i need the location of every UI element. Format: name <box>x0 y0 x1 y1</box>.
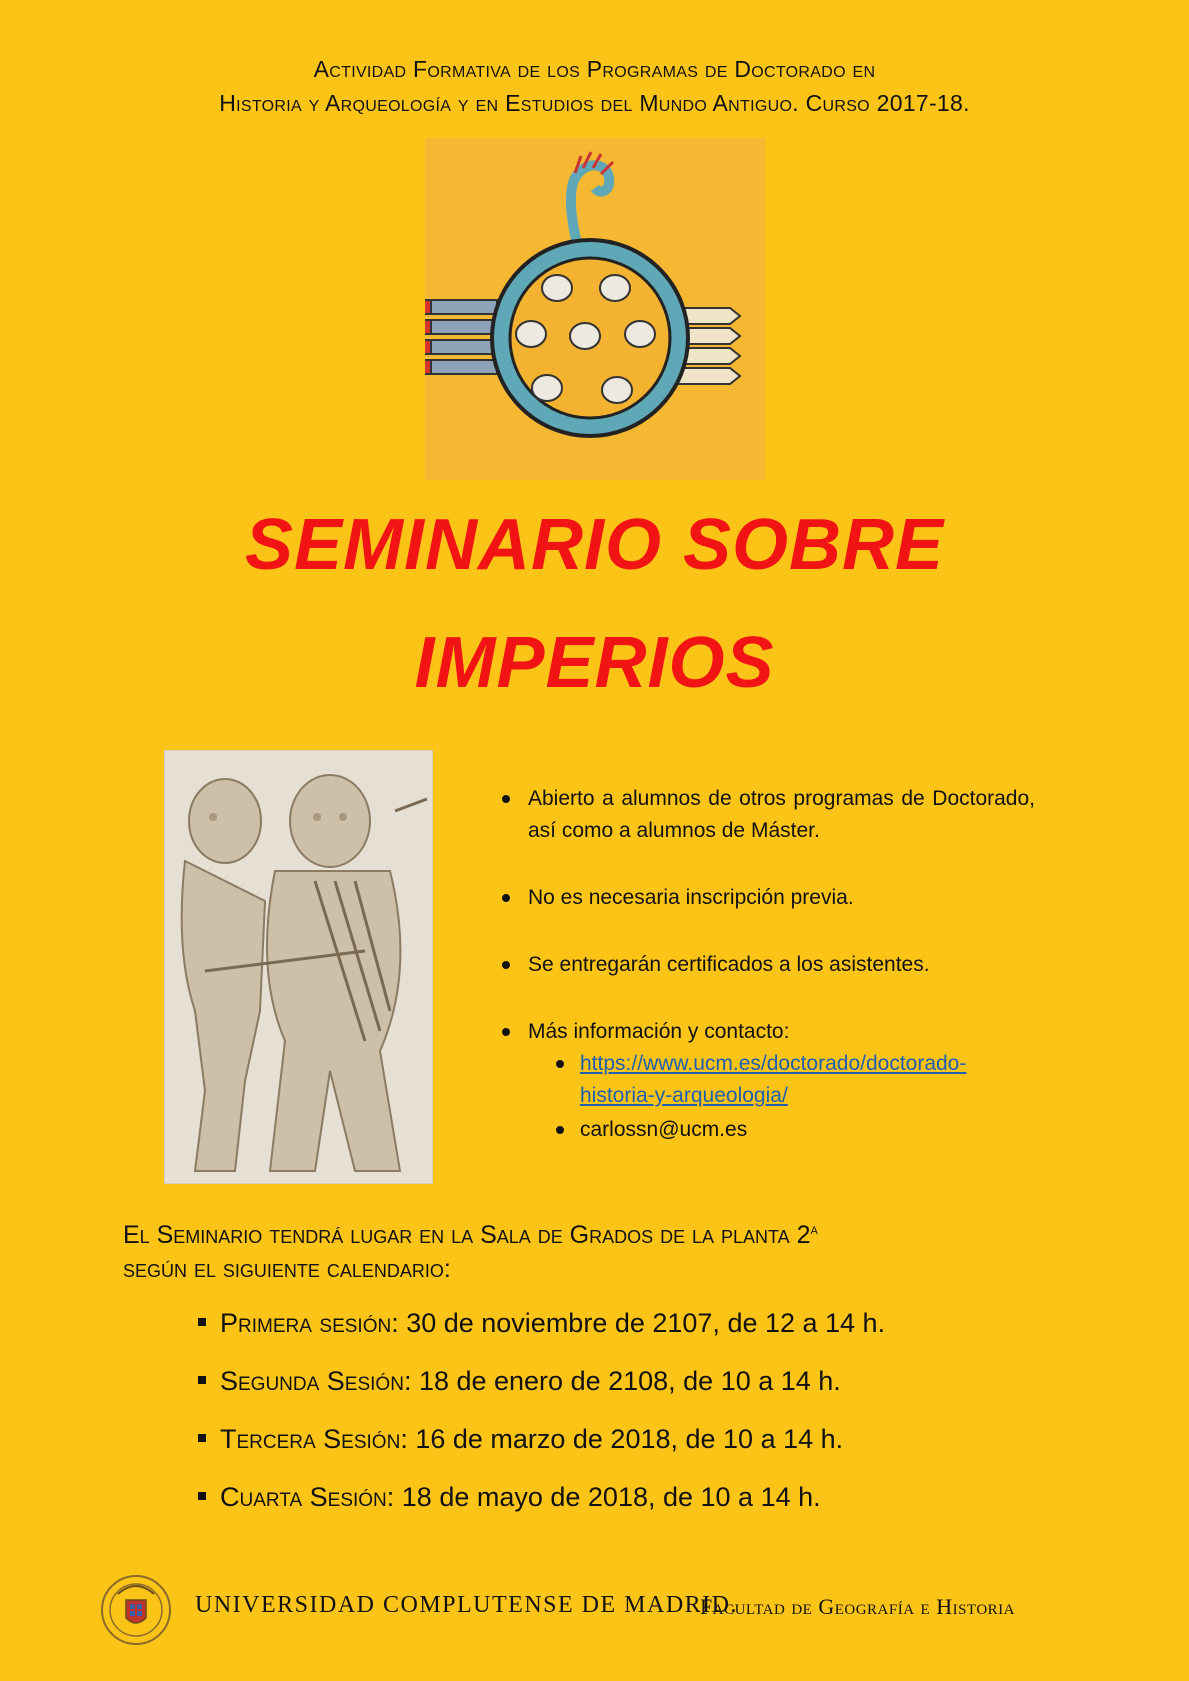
session-detail: : 18 de enero de 2108, de 10 a 14 h. <box>403 1366 841 1396</box>
session-row <box>198 1480 1098 1538</box>
relief-sculpture-icon <box>165 751 432 1183</box>
square-bullet-icon <box>198 1492 206 1500</box>
list-item-certificates: Se entregarán certificados a los asistentes. <box>500 949 1035 981</box>
venue-line-1 <box>123 1213 1073 1252</box>
session-detail: : 16 de marzo de 2018, de 10 a 14 h. <box>400 1424 844 1454</box>
university-seal <box>100 1574 172 1646</box>
aztec-shield-image <box>425 138 765 480</box>
square-bullet-icon <box>198 1376 206 1384</box>
faculty-name: Facultad de Geografía e Historia <box>700 1594 1015 1619</box>
session-detail: : 30 de noviembre de 2107, de 12 a 14 h. <box>391 1308 886 1338</box>
session-calendar <box>198 1306 1098 1538</box>
sublist-item-email: carlossn@ucm.es <box>554 1114 1035 1146</box>
session-row <box>198 1422 1098 1480</box>
footer <box>0 1574 1189 1644</box>
program-website-link[interactable] <box>580 1052 966 1107</box>
session-row <box>198 1306 1098 1364</box>
session-name: Tercera Sesión <box>220 1424 401 1454</box>
venue-line-2: según el siguiente calendario: <box>123 1255 451 1283</box>
header-line-2: Historia y Arqueología y en Estudios del Mundo Antiguo. Curso 2017-18. <box>219 90 970 116</box>
session-name: Cuarta Sesión <box>220 1482 387 1512</box>
seminar-title-line-1: SEMINARIO SOBRE <box>244 505 945 585</box>
square-bullet-icon <box>198 1318 206 1326</box>
sublist-item-link <box>554 1048 1035 1112</box>
list-item-open-to-students: Abierto a alumnos de otros programas de Doctorado, así como a alumnos de Máster. <box>500 783 1035 847</box>
session-name: Segunda Sesión <box>220 1366 404 1396</box>
session-name: Primera sesión <box>220 1308 392 1338</box>
venue-ordinal: a <box>810 1221 818 1238</box>
list-item-no-registration: No es necesaria inscripción previa. <box>500 882 1035 914</box>
venue-text <box>123 1213 1073 1286</box>
shield-icon <box>425 138 765 480</box>
square-bullet-icon <box>198 1434 206 1442</box>
session-detail: : 18 de mayo de 2018, de 10 a 14 h. <box>386 1482 821 1512</box>
roman-relief-image <box>164 750 433 1184</box>
header <box>0 52 1189 120</box>
info-list <box>500 783 1035 1181</box>
link-line-2: historia-y-arqueologia/ <box>580 1084 788 1107</box>
session-row <box>198 1364 1098 1422</box>
list-item-contact <box>500 1016 1035 1146</box>
contact-label: Más información y contacto: <box>528 1020 790 1043</box>
link-line-1: https://www.ucm.es/doctorado/doctorado- <box>580 1052 967 1075</box>
seminar-title-line-2: IMPERIOS <box>414 623 775 703</box>
university-seal-icon <box>100 1574 172 1646</box>
header-line-1: Actividad Formativa de los Programas de Doctorado en <box>313 56 876 82</box>
university-name: UNIVERSIDAD COMPLUTENSE DE MADRID. <box>195 1592 738 1618</box>
venue-line-1-text: El Seminario tendrá lugar en la Sala de Grados de la planta 2 <box>123 1221 811 1249</box>
